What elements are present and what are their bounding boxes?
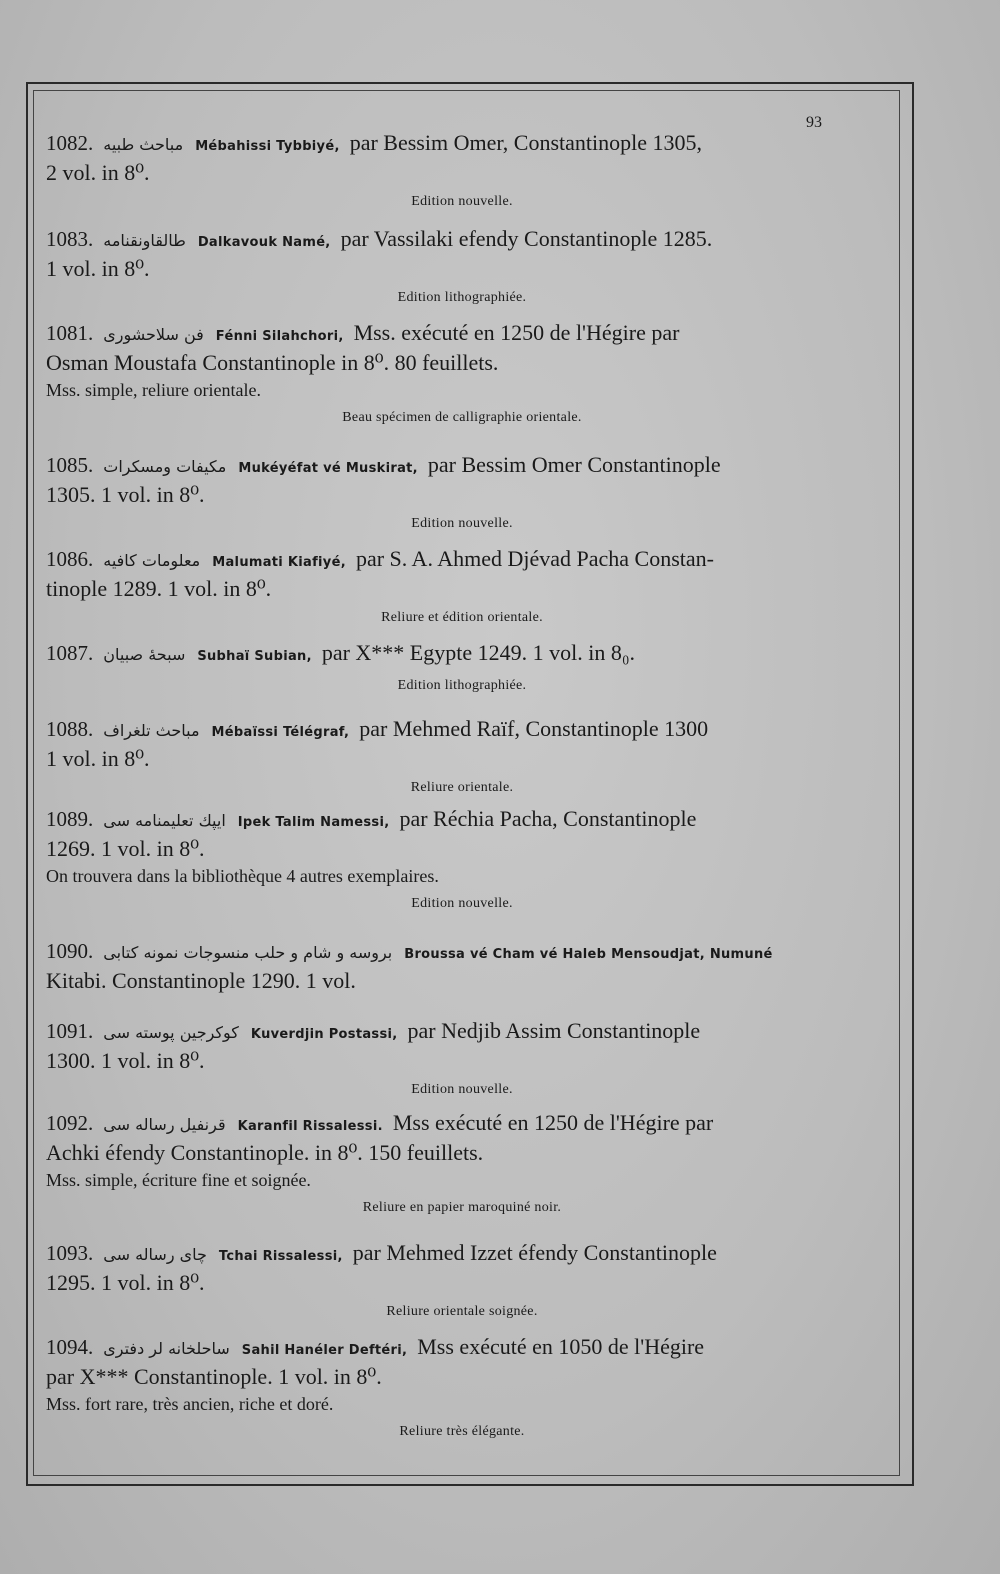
entry-title: Mébaïssi Télégraf, [211, 725, 350, 740]
entry-number: 1092. [46, 1111, 94, 1135]
entry-number: 1094. [46, 1335, 94, 1359]
entry-title: Karanfil Rissalessi. [237, 1119, 383, 1134]
entry-arabic-title: قرنفيل رساله سى [103, 1115, 226, 1134]
entry-description: par Réchia Pacha, Constantinople [399, 806, 697, 831]
entry-caption: Edition nouvelle. [411, 1082, 513, 1097]
entry-first-line [46, 1110, 878, 1140]
entry-caption: Beau spécimen de calligraphie orientale. [342, 410, 582, 425]
entry-description: par Mehmed Raïf, Constantinople 1300 [359, 716, 709, 741]
entry-description: par S. A. Ahmed Djévad Pacha Constan- [355, 546, 714, 571]
entry-continuation: 1 vol. in 8⁰. [46, 256, 150, 281]
entry-continuation: par X*** Constantinople. 1 vol. in 8⁰. [46, 1364, 382, 1389]
entry-number: 1081. [46, 321, 94, 345]
entry-first-line [46, 938, 878, 968]
entry-caption: Edition nouvelle. [411, 516, 513, 531]
entry-caption: Edition nouvelle. [411, 896, 513, 911]
catalog-entry [46, 1334, 878, 1442]
page-number: 93 [806, 114, 822, 131]
entry-arabic-title: طالقاونقنامه [103, 231, 186, 250]
entry-first-line [46, 1018, 878, 1048]
entry-first-line [46, 452, 878, 482]
entry-title: Fénni Silahchori, [215, 329, 344, 344]
entry-arabic-title: چاى رساله سى [103, 1245, 207, 1264]
entry-note: On trouvera dans la bibliothèque 4 autres exemplaires. [46, 866, 439, 886]
entry-arabic-title: مباحث طبيه [103, 135, 184, 154]
catalog-entry [46, 1018, 878, 1100]
entry-title: Tchai Rissalessi, [218, 1249, 343, 1264]
entry-number: 1091. [46, 1019, 94, 1043]
entry-description: par Nedjib Assim Constantinople [407, 1018, 701, 1043]
entry-title: Mébahissi Tybbiyé, [195, 139, 340, 154]
entry-arabic-title: فن سلاحشوری [103, 325, 204, 344]
entry-description: par Mehmed Izzet éfendy Constantinople [352, 1240, 717, 1265]
catalog-entry [46, 640, 878, 696]
catalog-entry [46, 716, 878, 798]
entry-first-line [46, 806, 878, 836]
entry-arabic-title: سبحهٔ صبيان [103, 645, 186, 664]
entry-arabic-title: معلومات كافيه [103, 551, 201, 570]
entry-number: 1089. [46, 807, 94, 831]
entry-caption: Reliure en papier maroquiné noir. [362, 1200, 562, 1215]
entry-continuation: 1269. 1 vol. in 8⁰. [46, 836, 205, 861]
entry-title: Sahil Hanéler Deftéri, [241, 1343, 408, 1358]
entry-description: par Bessim Omer Constantinople [427, 452, 721, 477]
entry-first-line [46, 320, 878, 350]
entry-caption: Reliure et édition orientale. [381, 610, 543, 625]
entry-continuation: Kitabi. Constantinople 1290. 1 vol. [46, 968, 356, 993]
entry-caption: Edition lithographiée. [397, 678, 527, 693]
catalog-entry [46, 1240, 878, 1322]
catalog-entry [46, 130, 878, 212]
entry-caption: Edition nouvelle. [411, 194, 513, 209]
entry-caption: Reliure très élégante. [399, 1424, 525, 1439]
entry-arabic-title: كوكرجين پوسته سى [103, 1023, 239, 1042]
catalog-entry [46, 320, 878, 428]
entry-first-line [46, 226, 878, 256]
entry-arabic-title: مباحث تلغراف [103, 721, 200, 740]
entry-number: 1085. [46, 453, 94, 477]
entry-first-line [46, 1240, 878, 1270]
catalog-entry [46, 1110, 878, 1218]
entry-number: 1093. [46, 1241, 94, 1265]
entry-title: Ipek Talim Namessi, [237, 815, 390, 830]
entry-number: 1086. [46, 547, 94, 571]
entry-continuation: Achki éfendy Constantinople. in 8⁰. 150 feuillets. [46, 1140, 484, 1165]
entry-continuation: tinople 1289. 1 vol. in 8⁰. [46, 576, 272, 601]
entry-first-line [46, 640, 878, 670]
entry-description: par Bessim Omer, Constantinople 1305, [349, 130, 702, 155]
entry-title: Dalkavouk Namé, [197, 235, 331, 250]
entry-note: Mss. simple, écriture fine et soignée. [46, 1170, 311, 1190]
entry-continuation: 1295. 1 vol. in 8⁰. [46, 1270, 205, 1295]
entry-arabic-title: ايپك تعليمنامه سى [103, 811, 226, 830]
entry-description: Mss exécuté en 1050 de l'Hégire [417, 1334, 705, 1359]
entry-description: par Vassilaki efendy Constantinople 1285. [340, 226, 713, 251]
entry-number: 1082. [46, 131, 94, 155]
entry-continuation: 1300. 1 vol. in 8⁰. [46, 1048, 205, 1073]
catalog-entry [46, 226, 878, 308]
entry-continuation: Osman Moustafa Constantinople in 8⁰. 80 feuillets. [46, 350, 499, 375]
entry-first-line [46, 546, 878, 576]
entry-number: 1087. [46, 641, 94, 665]
entry-first-line [46, 716, 878, 746]
entry-note: Mss. simple, reliure orientale. [46, 380, 261, 400]
entry-caption: Reliure orientale soignée. [386, 1304, 538, 1319]
entry-arabic-title: ساحلخانه لر دفترى [103, 1339, 230, 1358]
entry-title: Kuverdjin Postassi, [250, 1027, 398, 1042]
entry-caption: Reliure orientale. [410, 780, 514, 795]
entry-title: Mukéyéfat vé Muskirat, [238, 461, 418, 476]
entry-first-line [46, 130, 878, 160]
entry-number: 1083. [46, 227, 94, 251]
catalog-entry [46, 806, 878, 914]
entry-number: 1088. [46, 717, 94, 741]
entry-caption: Edition lithographiée. [397, 290, 527, 305]
entry-continuation: 1 vol. in 8⁰. [46, 746, 150, 771]
entry-first-line [46, 1334, 878, 1364]
entry-title: Subhaï Subian, [197, 649, 312, 664]
entry-arabic-title: بروسه و شام و حلب منسوجات نمونه كتابى [103, 943, 393, 962]
catalog-entry [46, 452, 878, 534]
entry-continuation: 2 vol. in 8⁰. [46, 160, 150, 185]
entry-arabic-title: مكيفات ومسكرات [103, 457, 227, 476]
entry-title: Malumati Kiafiyé, [212, 555, 346, 570]
entry-description: Mss exécuté en 1250 de l'Hégire par [392, 1110, 714, 1135]
entry-title: Broussa vé Cham vé Haleb Mensoudjat, Numuné [404, 947, 773, 962]
catalog-entry [46, 546, 878, 628]
entry-note: Mss. fort rare, très ancien, riche et doré. [46, 1394, 334, 1414]
entry-description: Mss. exécuté en 1250 de l'Hégire par [353, 320, 680, 345]
entry-description: par X*** Egypte 1249. 1 vol. in 8₀. [321, 640, 636, 665]
entry-continuation: 1305. 1 vol. in 8⁰. [46, 482, 205, 507]
entry-number: 1090. [46, 939, 94, 963]
catalog-entry [46, 938, 878, 994]
